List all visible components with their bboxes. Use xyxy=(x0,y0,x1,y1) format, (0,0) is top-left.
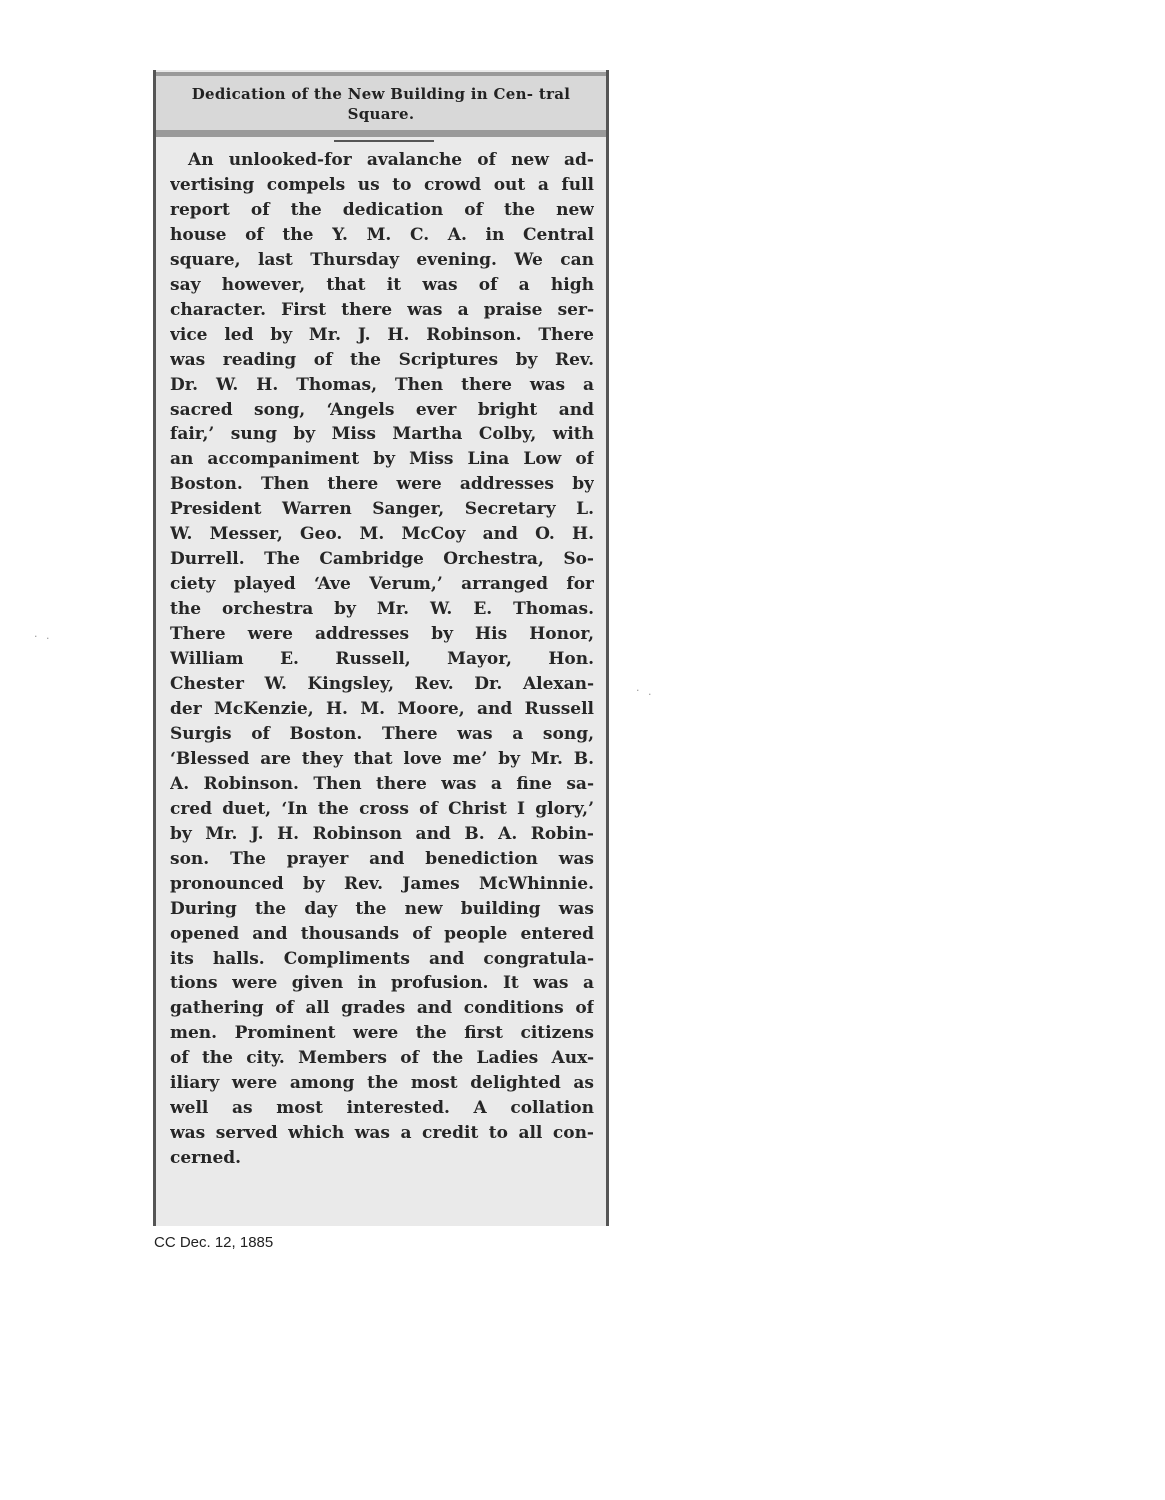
article-line: house of the Y. M. C. A. in Central xyxy=(170,224,594,245)
article-line: cerned. xyxy=(170,1148,242,1169)
article-line: President Warren Sanger, Secretary L. xyxy=(170,499,594,520)
article-line: There were addresses by His Honor, xyxy=(170,624,594,645)
article-line: ciety played ‘Ave Verum,’ arranged for xyxy=(170,574,594,595)
article-line: der McKenzie, H. M. Moore, and Russell xyxy=(170,698,594,719)
article-line: vice led by Mr. J. H. Robinson. There xyxy=(170,324,594,345)
article-line: A. Robinson. Then there was a fine sa- xyxy=(170,773,594,794)
article-line: sacred song, ‘Angels ever bright and xyxy=(170,399,594,420)
article-line: opened and thousands of people entered xyxy=(170,923,594,944)
headline-band xyxy=(156,72,606,130)
article-line: fair,’ sung by Miss Martha Colby, with xyxy=(170,424,594,445)
newspaper-clipping xyxy=(153,70,609,1226)
headline-divider xyxy=(156,130,606,137)
scan-speck: · xyxy=(648,688,652,701)
article-line: of the city. Members of the Ladies Aux- xyxy=(170,1048,594,1069)
article-line: Boston. Then there were addresses by xyxy=(170,474,594,495)
article-line: say however, that it was of a high xyxy=(170,274,594,295)
short-rule xyxy=(334,140,434,142)
article-line: character. First there was a praise ser- xyxy=(170,299,594,320)
article-line: William E. Russell, Mayor, Hon. xyxy=(170,649,594,670)
article-line: tions were given in profusion. It was a xyxy=(170,973,594,994)
scan-speck: · xyxy=(34,630,38,643)
article-line: W. Messer, Geo. M. McCoy and O. H. xyxy=(170,524,594,545)
article-line: Chester W. Kingsley, Rev. Dr. Alexan- xyxy=(170,674,594,695)
article-line: During the day the new building was xyxy=(170,898,594,919)
article-line: ‘Blessed are they that love me’ by Mr. B. xyxy=(170,748,594,769)
article-line: vertising compels us to crowd out a full xyxy=(170,174,594,195)
article-line: son. The prayer and benediction was xyxy=(170,848,594,869)
source-caption: CC Dec. 12, 1885 xyxy=(154,1234,274,1251)
article-line: the orchestra by Mr. W. E. Thomas. xyxy=(170,599,594,620)
scan-speck: · xyxy=(636,684,640,697)
article-line: An unlooked-for avalanche of new ad- xyxy=(188,150,594,170)
article-line: Dr. W. H. Thomas, Then there was a xyxy=(170,374,594,395)
article-line: square, last Thursday evening. We can xyxy=(170,249,594,270)
article-line: well as most interested. A collation xyxy=(170,1098,594,1119)
article-line: Surgis of Boston. There was a song, xyxy=(170,723,594,744)
article-line: was served which was a credit to all con- xyxy=(170,1123,594,1144)
article-line: was reading of the Scriptures by Rev. xyxy=(170,349,594,370)
article-body xyxy=(170,148,594,1171)
article-line: cred duet, ‘In the cross of Christ I glory,’ xyxy=(170,798,594,819)
article-line: by Mr. J. H. Robinson and B. A. Robin- xyxy=(170,823,594,844)
article-line: men. Prominent were the first citizens xyxy=(170,1023,594,1044)
scan-speck: · xyxy=(46,632,50,645)
article-line: report of the dedication of the new xyxy=(170,199,594,220)
article-line: Durrell. The Cambridge Orchestra, So- xyxy=(170,549,594,570)
article-line: pronounced by Rev. James McWhinnie. xyxy=(170,873,594,894)
article-line: its halls. Compliments and congratula- xyxy=(170,948,594,969)
article-line: iliary were among the most delighted as xyxy=(170,1073,594,1094)
article-line: gathering of all grades and conditions of xyxy=(170,998,594,1019)
article-line: an accompaniment by Miss Lina Low of xyxy=(170,449,594,470)
article-headline: Dedication of the New Building in Cen- tral Square. xyxy=(191,85,571,123)
